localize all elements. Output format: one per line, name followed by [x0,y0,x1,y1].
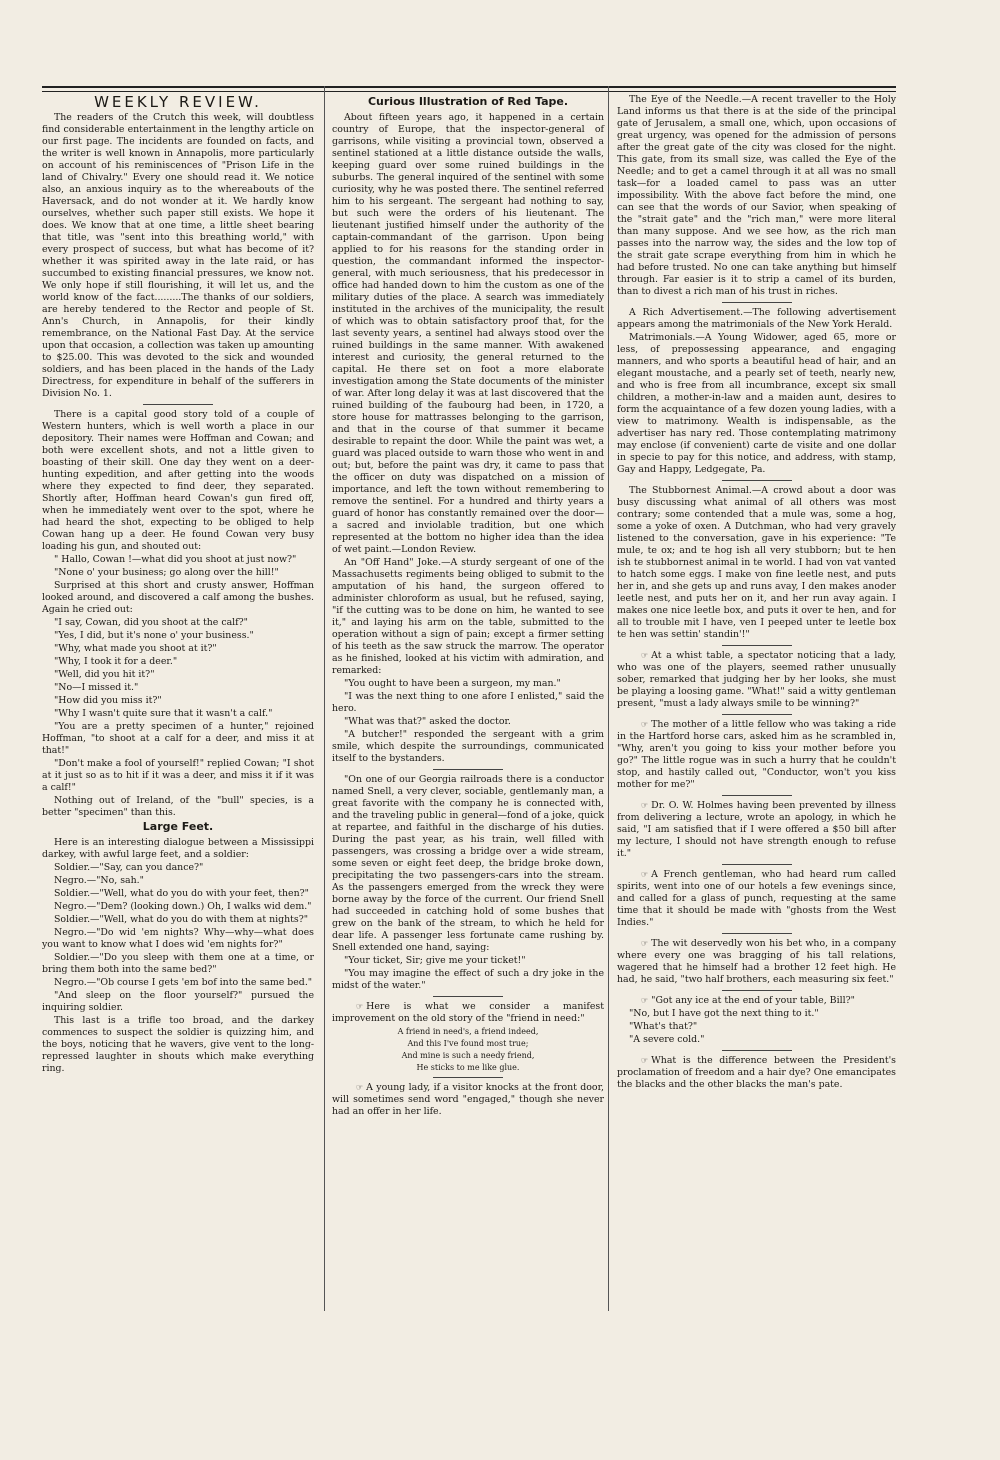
verse-line: He sticks to me like glue. [416,1063,520,1072]
verse-line: And mine is such a needy friend, [401,1051,535,1060]
paragraph-text: At a whist table, a spectator noticing that a lady, who was one of the players, seemed rather unusually sober, remarked that judging her by her looks, she must be playing a loosing game. "What!" said a witty gentleman present, "must a lady always smile to be winning?" [617,650,896,709]
dialogue-line: Soldier.—"Do you sleep with them one at a time, or bring them both into the same bed?" [42,952,314,975]
paragraph [617,995,896,1007]
dialogue-line: "No, but I have got the next thing to it." [629,1008,819,1019]
paragraph: An "Off Hand" Joke.—A sturdy sergeant of one of the Massachusetts regiments being obliged to submit to the amputation of his hand, the surgeon offered to administer chloroform as usual, but he refused, saying, "if the cutting was to be done on him, he wanted to see it," and laying his arm on the table, submitted to the operation without a sign of pain; except a firmer setting of his teeth as the saw struck the marrow. The operator as he finished, looked at his victim with admiration, and remarked: [332,557,604,676]
paragraph-text: A young lady, if a visitor knocks at the front door, will sometimes send word "engaged," though she never had an offer in her life. [332,1082,604,1117]
dialogue-line: "A severe cold." [629,1034,705,1045]
paragraph-text: What is the difference between the President's proclamation of freedom and a hair dye? One emancipates the blacks and the other blacks the man's pate. [617,1055,896,1090]
pointing-hand-icon: ☞ [641,870,649,879]
dialogue-line: Nothing out of Ireland, of the "bull" species, is a better "specimen" than this. [42,795,314,818]
divider [722,864,792,865]
dialogue-line: "Well, did you hit it?" [54,669,155,680]
paragraph-text: Dr. O. W. Holmes having been prevented by illness from delivering a lecture, wrote an apology, in which he said, "I am satisfied that if I were offered a $50 bill after my lecture, I should not have strength enough to refuse it." [617,800,896,859]
dialogue-line: "Don't make a fool of yourself!" replied Cowan; "I shot at it just so as to hit if it was a deer, and miss it if it was a calf!" [42,758,314,793]
top-rule [42,86,896,92]
paragraph-text: The wit deservedly won his bet who, in a company where every one was bragging of his tall relations, wagered that he himself had a brother 12 feet high. He had, he said, "two half brothers, each measuring six feet." [617,938,896,985]
column-divider [608,86,609,1311]
paragraph: The Eye of the Needle.—A recent traveller to the Holy Land informs us that there is at the side of the principal gate of Jerusalem, a small one, which, upon occasions of great urgency, was opened for the admission of persons after the great gate of the city was closed for the night. This gate, from its small size, was called the Eye of the Needle; and to get a camel through it at all was no small task—for a loaded camel to pass was an utter impossibility. With the above fact before the mind, one can see that the words of our Savior, when speaking of the "strait gate" and the "rich man," were more literal than many suppose. And we see how, as the rich man passes into the narrow way, the sides and the low top of the strait gate scrape everything from him in which he had before trusted. No one can take anything but himself through. Far easier is it to strip a camel of its burden, than to divest a rich man of his trust in riches. [617,94,896,297]
left-column [42,94,314,1076]
paragraph: This last is a trifle too broad, and the darkey commences to suspect the soldier is quizzing him, and the boys, noticing that he wavers, give vent to the long-repressed laughter in shouts which make everything ring. [42,1015,314,1074]
paragraph: A Rich Advertisement.—The following advertisement appears among the matrimonials of the New York Herald. [617,307,896,330]
pointing-hand-icon: ☞ [641,1056,649,1065]
paragraph: "I was the next thing to one afore I enlisted," said the hero. [332,691,604,714]
dialogue-line: Negro.—"Ob course I gets 'em bof into the same bed." [54,977,313,988]
verse-line: And this I've found most true; [407,1039,529,1048]
right-column [617,94,896,1092]
dialogue-line: Negro.—"Do wid 'em nights? Why—why—what does you want to know what I does wid 'em nights for?" [42,927,314,950]
red-tape-heading: Curious Illustration of Red Tape. [367,95,569,108]
paragraph-text: "Got any ice at the end of your table, Bill?" [651,995,855,1006]
dialogue-line: "Yes, I did, but it's none o' your business." [54,630,254,641]
dialogue-line: "And sleep on the floor yourself?" pursued the inquiring soldier. [42,990,314,1013]
paragraph: There is a capital good story told of a couple of Western hunters, which is well worth a place in our depository. Their names were Hoffman and Cowan; and both were excellent shots, and not a little given to boasting of their skill. One day they went on a deer-hunting expedition, and after getting into the woods where they expected to find deer, they separated. Shortly after, Hoffman heard Cowan's gun fired off, when he immediately went over to the spot, where he had heard the shot, expecting to be obliged to help Cowan hang up a deer. He found Cowan very busy loading his gun, and shouted out: [42,409,314,552]
pointing-hand-icon: ☞ [641,720,649,729]
paragraph-text: Here is what we consider a manifest improvement on the old story of the "friend in need:" [332,1001,604,1024]
pointing-hand-icon: ☞ [641,651,649,660]
divider [722,480,792,481]
divider [722,933,792,934]
middle-column [332,94,604,1119]
dialogue-line: "You are a pretty specimen of a hunter," rejoined Hoffman, "to shoot at a calf for a deer, and miss it at that!" [42,721,314,756]
pointing-hand-icon: ☞ [641,939,649,948]
dialogue-line: Surprised at this short and crusty answer, Hoffman looked around, and discovered a calf among the bushes. Again he cried out: [42,580,314,615]
pointing-hand-icon: ☞ [356,1083,364,1092]
paragraph [332,1082,604,1118]
pointing-hand-icon: ☞ [356,1002,364,1011]
divider [433,996,503,997]
paragraph-text: The mother of a little fellow who was taking a ride in the Hartford horse cars, asked him as he scrambled in, "Why, aren't you going to kiss your mother before you go?" The little rogue was in such a hurry that he couldn't stop, and hastily called out, "Conductor, won't you kiss mother for me?" [617,719,896,790]
paragraph: Here is an interesting dialogue between a Mississippi darkey, with awful large feet, and a soldier: [42,837,314,860]
dialogue-line: "Why, what made you shoot at it?" [54,643,217,654]
paragraph: "On one of our Georgia railroads there is a conductor named Snell, a very clever, sociable, gentlemanly man, a great favorite with the company he is connected with, and the traveling public in general—fond of a joke, quick at repartee, and faithful in the discharge of his duties. During the past year, as his train, well filled with passengers, was crossing a bridge over a wide stream, some seven or eight feet deep, the bridge broke down, precipitating the two passengers-cars into the stream. As the passengers emerged from the wreck they were borne away by the force of the current. Our friend Snell had succeeded in catching hold of some bushes that grew on the bank of the stream, to which he held for dear life. A passenger less fortunate came rushing by. Snell extended one hand, saying: [332,774,604,953]
divider [722,645,792,646]
verse-line: A friend in need's, a friend indeed, [397,1027,539,1036]
paragraph [617,719,896,791]
paragraph: "You may imagine the effect of such a dry joke in the midst of the water." [332,968,604,991]
divider [143,404,213,405]
paragraph: The readers of the Crutch this week, will doubtless find considerable entertainment in the lengthy article on our first page. The incidents are founded on facts, and the writer is well known in Annapolis, more particularly on account of his reminiscences of "Prison Life in the land of Chivalry." Every one should read it. We notice also, an anxious inquiry as to the whereabouts of the Haversack, and do not wonder at it. We hardly know ourselves, whether such paper still exists. We hope it does. We know that at one time, a little sheet bearing that title, was "sent into this breathing world," with every prospect of success, but what has become of it? whether it was spirited away in the late raid, or has succumbed to existing financial pressures, we know not. We only hope if still flourishing, it will let us, and the world know of the fact.........The thanks of our soldiers, are hereby tendered to the Rector and people of St. Ann's Church, in Annapolis, for their kindly remembrance, on the National Fast Day. At the service upon that occasion, a collection was taken up amounting to $25.00. This was devoted to the sick and wounded soldiers, and has been placed in the hands of the Lady Directress, for expenditure in behalf of the sufferers in Division No. 1. [42,112,314,399]
dialogue-line: "What's that?" [629,1021,698,1032]
paragraph: About fifteen years ago, it happened in a certain country of Europe, that the inspector-general of garrisons, while visiting a provincial town, observed a sentinel stationed at a little distance outside the walls, keeping guard over some ruined buildings in the suburbs. The general inquired of the sentinel with some curiosity, why he was posted there. The sentinel referred him to his sergeant. The sergeant had nothing to say, but such were the orders of his lieutenant. The lieutenant justified himself under the authority of the captain-commandant of the garrison. Upon being applied to for his reasons for the standing order in question, the commandant informed the inspector-general, with much seriousness, that his predecessor in office had handed down to him the custom as one of the military duties of the place. A search was immediately instituted in the archives of the municipality, the result of which was to obtain satisfactory proof that, for the last seventy years, a sentinel had always stood over the ruined buildings in the same manner. With awakened interest and curiosity, the general returned to the capital. He there set on foot a more elaborate investigation among the State documents of the minister of war. After long delay it was at last discovered that the ruined building of the faubourg had been, in 1720, a store house for mattrasses belonging to the garrison, and that in the course of that summer it became desirable to repaint the door. While the paint was wet, a guard was placed outside to warn those who went in and out; but, before the paint was dry, it came to pass that the officer on duty was dispatched on a mission of importance, and left the town without remembering to remove the sentinel. For a hundred and thirty years a guard of honor has constantly remained over the door—a sacred and inviolable tradition, but one which represented at the bottom no higher idea than the idea of wet paint.—London Review. [332,112,604,555]
dialogue-line: "Why I wasn't quite sure that it wasn't a calf." [54,708,273,719]
column-divider [324,86,325,1311]
paragraph: "Your ticket, Sir; give me your ticket!" [344,955,526,966]
dialogue-line: Negro.—"Dem? (looking down.) Oh, I walks wid dem." [54,901,312,912]
dialogue-line: Soldier.—"Well, what do you do with them at nights?" [54,914,309,925]
paragraph: "You ought to have been a surgeon, my man." [344,678,561,689]
paragraph [617,869,896,929]
dialogue-line: Soldier.—"Say, can you dance?" [54,862,204,873]
dialogue-line: Negro.—"No, sah." [54,875,144,886]
dialogue-line: "How did you miss it?" [54,695,162,706]
dialogue-line: "I say, Cowan, did you shoot at the calf?" [54,617,248,628]
pointing-hand-icon: ☞ [641,801,649,810]
divider [433,769,503,770]
paragraph [617,800,896,860]
paragraph: "A butcher!" responded the sergeant with a grim smile, which despite the surroundings, communicated itself to the bystanders. [332,729,604,764]
paragraph-text: A French gentleman, who had heard rum called spirits, went into one of our hotels a few evenings since, and called for a glass of punch, requesting at the same time that it should be made with "ghosts from the West Indies." [617,869,896,928]
divider [433,1077,503,1078]
paragraph [617,938,896,986]
paragraph [332,1001,604,1025]
paragraph: The Stubbornest Animal.—A crowd about a door was busy discussing what animal of all others was most contrary; some contended that a mule was, some a hog, some a yoke of oxen. A Dutchman, who had very gravely listened to the conversation, gave in his experience: "Te mule, te ox; and te hog ish all very stubborn; but te hen ish te stubbornest animal in te world. I had von vat vanted to hatch some eggs. I make von fine leetle nest, and puts her in, and she gets up and runs avay, I den makes anoder leetle nest, and puts her on it, and her run avay again. I makes one nice leetle box, and puts it over te hen, and for all to trouble mit I have, ven I peeped unter te leetle box te hen was settin' standin'!" [617,485,896,640]
dialogue-line: "No—I missed it." [54,682,139,693]
pointing-hand-icon: ☞ [641,996,649,1005]
paragraph [617,1055,896,1091]
dialogue-line: Soldier.—"Well, what do you do with your feet, then?" [54,888,309,899]
divider [722,302,792,303]
weekly-review-heading: WEEKLY REVIEW. [94,93,262,111]
dialogue-line: "Why, I took it for a deer." [54,656,178,667]
paragraph: "What was that?" asked the doctor. [344,716,511,727]
divider [722,990,792,991]
divider [722,795,792,796]
newspaper-page [42,86,896,1311]
dialogue-line: "None o' your business; go along over the hill!" [54,567,279,578]
large-feet-heading: Large Feet. [142,820,214,833]
paragraph: Matrimonials.—A Young Widower, aged 65, more or less, of prepossessing appearance, and engaging manners, and who sports a beautiful head of hair, and an elegant moustache, and a pearly set of teeth, nearly new, and who is free from all incumbrance, except six small children, a mother-in-law and a maiden aunt, desires to form the acquaintance of a few dozen young ladies, with a view to matrimony. Wealth is indispensable, as the advertiser has nary red. Those contemplating matrimony may enclose (if convenient) carte de visite and one dollar in specie to pay for this notice, and address, with stamp, Gay and Happy, Ledgegate, Pa. [617,332,896,475]
divider [722,1050,792,1051]
divider [722,714,792,715]
dialogue-line: " Hallo, Cowan !—what did you shoot at just now?" [54,554,297,565]
paragraph [617,650,896,710]
